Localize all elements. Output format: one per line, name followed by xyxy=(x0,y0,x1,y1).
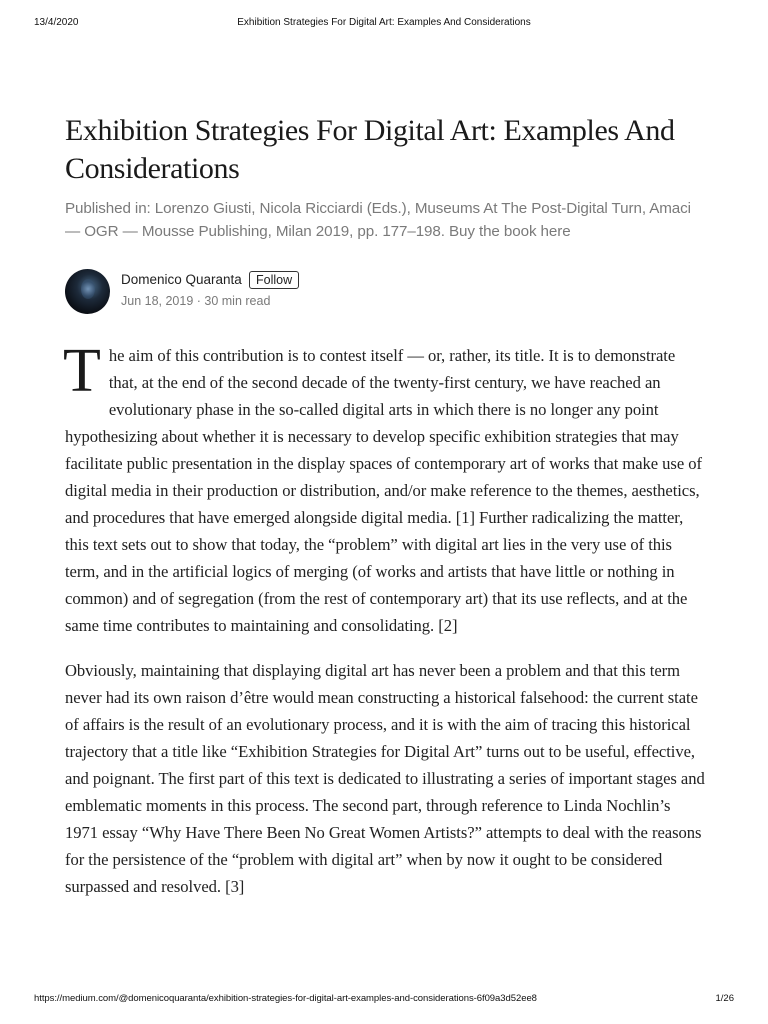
author-block xyxy=(65,269,705,319)
print-date: 13/4/2020 xyxy=(34,17,79,28)
print-header xyxy=(0,17,768,31)
paragraph-1-text: he aim of this contribution is to contest itself — or, rather, its title. It is to demonstrate that, at the end of the second decade of the twenty-first century, we have reached an evolutionary phase in the so-called digital arts in which there is no longer any point hypothesizing about whether it is necessary to develop specific exhibition strategies that may facilitate public presentation in the display spaces of contemporary art of works that make use of digital media in their production or distribution, and/or make reference to the themes, aesthetics, and procedures that have emerged alongside digital media. [1] Further radicalizing the matter, this text sets out to show that today, the “problem” with digital art lies in the very use of this term, and in the artificial logics of merging (of works and artists that have little or nothing in common) and of segregation (from the rest of contemporary art) that its use reflects, and at the same time contributes to maintaining and consolidating. [2] xyxy=(65,346,702,635)
article-subtitle: Published in: Lorenzo Giusti, Nicola Ricciardi (Eds.), Museums At The Post-Digital Turn, Amaci — OGR — Mousse Publishing, Milan 2019, pp. 177–198. Buy the book here xyxy=(65,200,691,240)
article-meta: Jun 18, 2019 · 30 min read xyxy=(121,294,271,308)
follow-button[interactable]: Follow xyxy=(249,271,299,289)
print-page-title: Exhibition Strategies For Digital Art: Examples And Considerations xyxy=(237,17,531,28)
print-page-number: 1/26 xyxy=(715,993,734,1004)
print-footer xyxy=(0,993,768,1007)
avatar[interactable] xyxy=(65,269,110,314)
article-title: Exhibition Strategies For Digital Art: Examples And Considerations xyxy=(65,114,675,185)
article xyxy=(65,112,705,918)
print-url: https://medium.com/@domenicoquaranta/exhibition-strategies-for-digital-art-examples-and-considerations-6f09a3d52ee8 xyxy=(34,993,537,1004)
paragraph-1 xyxy=(63,337,705,639)
author-name[interactable]: Domenico Quaranta xyxy=(121,272,242,287)
paragraph-2: Obviously, maintaining that displaying digital art has never been a problem and that this term never had its own raison d’être would mean constructing a historical falsehood: the current state of affairs is the result of an evolutionary process, and it is with the aim of tracing this historical trajectory that a title like “Exhibition Strategies for Digital Art” turns out to be useful, effective, and poignant. The first part of this text is dedicated to illustrating a series of important stages and emblematic moments in this process. The second part, through reference to Linda Nochlin’s 1971 essay “Why Have There Been No Great Women Artists?” attempts to deal with the reasons for the persistence of the “problem with digital art” when by now it ought to be considered surpassed and resolved. [3] xyxy=(65,661,705,896)
drop-cap: T xyxy=(63,337,101,405)
article-body xyxy=(63,337,705,900)
